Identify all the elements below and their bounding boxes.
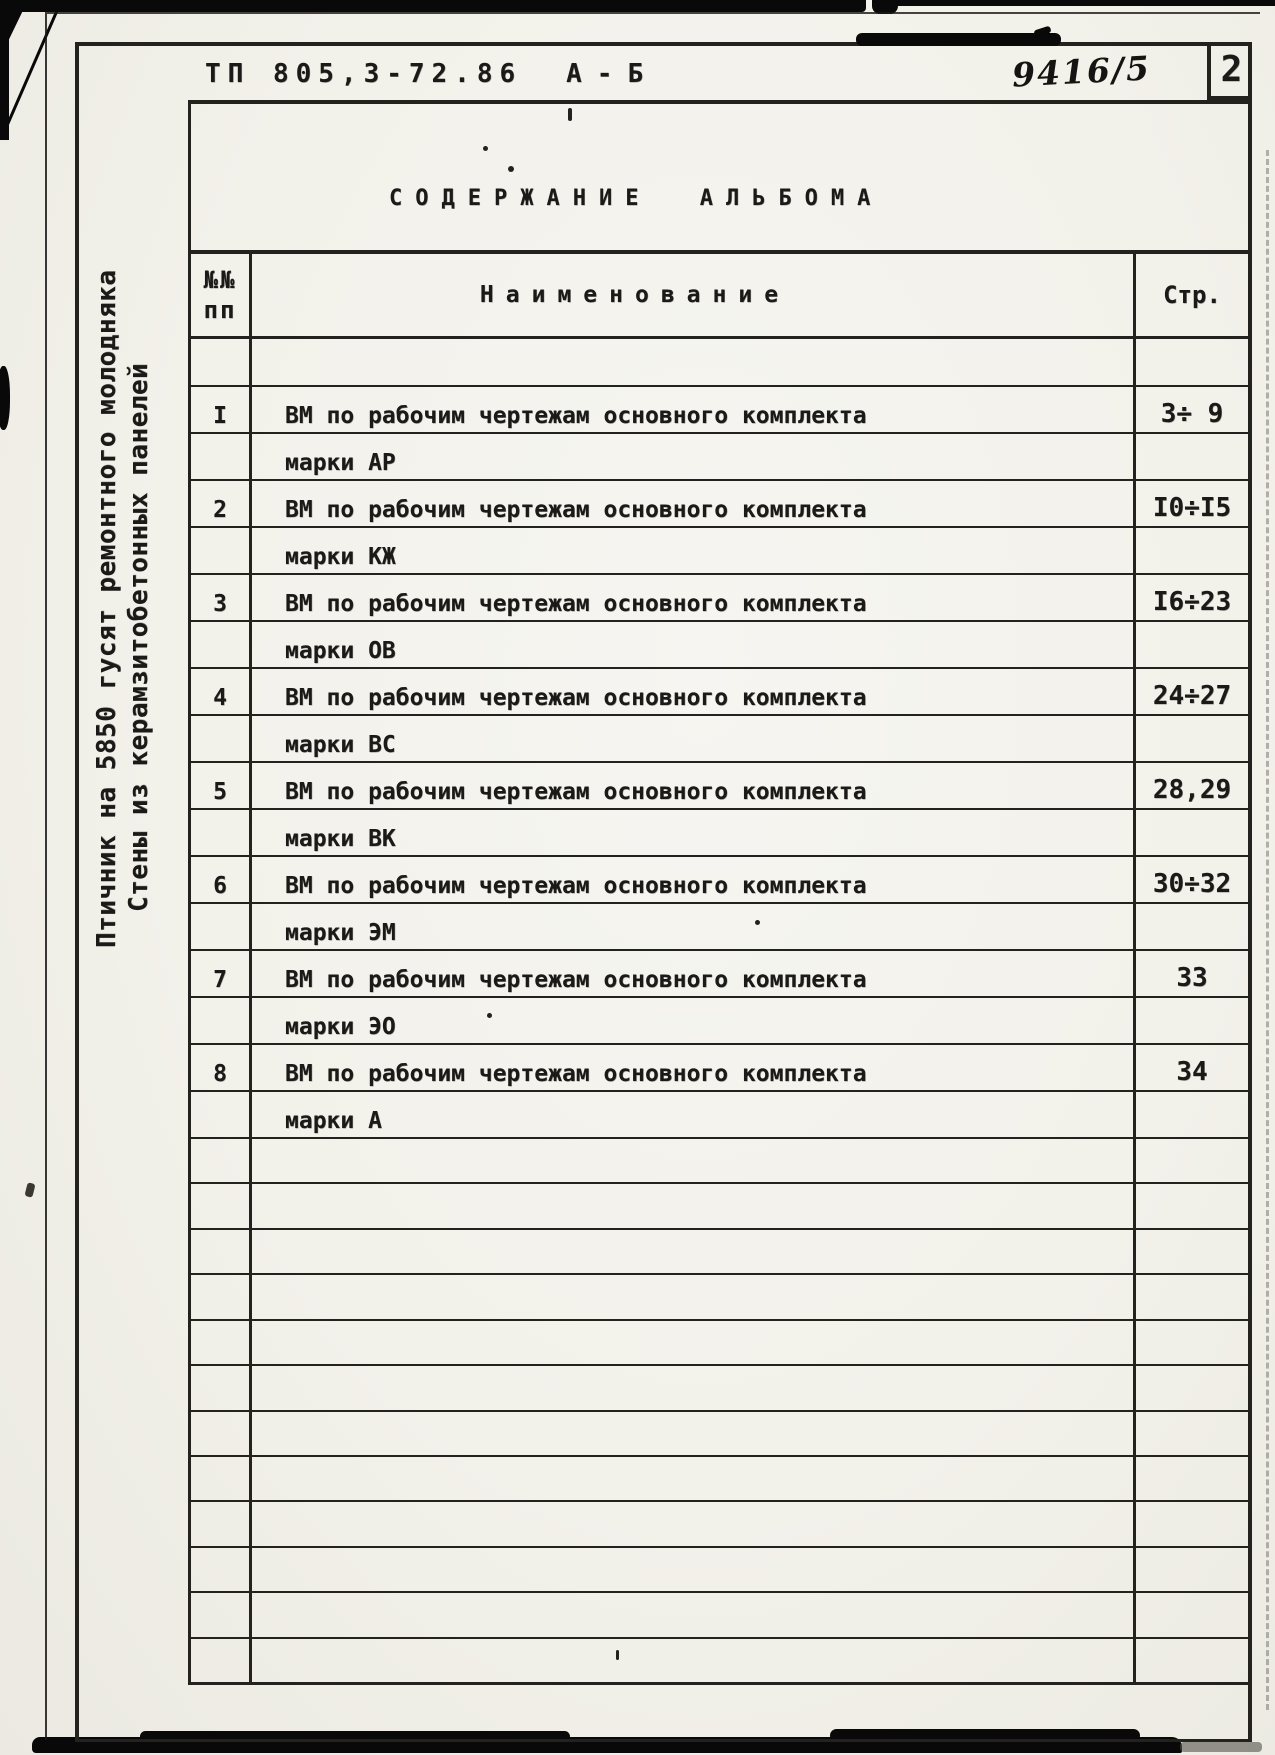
table-row [191, 1092, 1248, 1139]
item-number: 7 [191, 951, 252, 996]
item-number-empty [191, 904, 252, 949]
table-row [191, 1639, 1248, 1682]
col-header-number [191, 254, 252, 336]
col-header-name: Наименование [252, 254, 1136, 336]
side-project-subtitle: Стены из керамзитобетонных панелей [124, 362, 154, 912]
item-mark-line: марки А [252, 1092, 1136, 1137]
item-mark-line: марки КЖ [252, 528, 1136, 573]
item-mark-line: марки ВС [252, 716, 1136, 761]
col-header-number-line2: пп [203, 296, 237, 324]
scan-speck [568, 108, 572, 121]
table-row [191, 763, 1248, 810]
table-row [191, 951, 1248, 998]
item-pages-empty [1136, 1092, 1248, 1137]
item-number-empty [191, 716, 252, 761]
scan-artifact-left-tick [24, 1182, 35, 1198]
table-row [191, 622, 1248, 669]
scan-speck [616, 1650, 619, 1660]
item-mark-line: марки АР [252, 434, 1136, 479]
item-number: I [191, 387, 252, 432]
item-title-line: ВМ по рабочим чертежам основного комплекта [252, 857, 1136, 902]
item-number-empty [191, 998, 252, 1043]
item-pages: 24÷27 [1152, 681, 1232, 711]
item-title-line: ВМ по рабочим чертежам основного комплекта [252, 575, 1136, 620]
item-number-empty [191, 1092, 252, 1137]
table-row [191, 1139, 1248, 1184]
item-number-empty [191, 528, 252, 573]
page-number-box [1207, 42, 1252, 100]
scan-speck [487, 1013, 492, 1018]
table-row [191, 810, 1248, 857]
table-row [191, 528, 1248, 575]
item-title-line: ВМ по рабочим чертежам основного комплекта [252, 481, 1136, 526]
table-row [191, 1366, 1248, 1411]
table-row [191, 1457, 1248, 1502]
table-row [191, 998, 1248, 1045]
table-row [191, 1593, 1248, 1638]
item-pages-empty [1136, 998, 1248, 1043]
table-row [191, 904, 1248, 951]
table-row [191, 857, 1248, 904]
table-row [191, 1502, 1248, 1547]
side-project-title: Птичник на 5850 гусят ремонтного молодняка [92, 269, 122, 948]
item-mark-line: марки ЭО [252, 998, 1136, 1043]
item-mark-line: марки ОВ [252, 622, 1136, 667]
project-code: ТП 805,3-72.86 [205, 59, 523, 89]
item-title-line: ВМ по рабочим чертежам основного комплекта [252, 387, 1136, 432]
scan-speck [483, 146, 488, 151]
scan-artifact-frame-smudge [856, 33, 1061, 46]
scan-artifact-top-strip [0, 0, 866, 12]
table-row [191, 1230, 1248, 1275]
table-row [191, 669, 1248, 716]
scan-artifact-right-edge [1266, 150, 1269, 1710]
table-row [191, 1184, 1248, 1229]
item-mark-line: марки ВК [252, 810, 1136, 855]
inventory-number: 9416/5 [1011, 48, 1152, 95]
table-spacer-row [191, 339, 1248, 387]
item-pages: 30÷32 [1152, 869, 1232, 899]
document-code [205, 58, 658, 90]
scan-artifact-left-blob [0, 366, 10, 430]
table-row [191, 387, 1248, 434]
item-number-empty [191, 622, 252, 667]
scan-artifact-top-line [898, 0, 1275, 6]
item-title-line: ВМ по рабочим чертежам основного комплекта [252, 763, 1136, 808]
table-title-zone [191, 104, 1248, 254]
table-row [191, 1412, 1248, 1457]
item-mark-line: марки ЭМ [252, 904, 1136, 949]
item-pages: 28,29 [1152, 775, 1232, 805]
item-pages: 34 [1176, 1057, 1208, 1087]
item-title-line: ВМ по рабочим чертежам основного комплекта [252, 669, 1136, 714]
item-number-empty [191, 810, 252, 855]
item-pages-empty [1136, 622, 1248, 667]
item-pages-empty [1136, 528, 1248, 573]
contents-title: СОДЕРЖАНИЕ АЛЬБОМА [389, 186, 884, 211]
item-pages: 33 [1176, 963, 1208, 993]
table-row [191, 716, 1248, 763]
item-number: 8 [191, 1045, 252, 1090]
page-number: 2 [1220, 48, 1243, 90]
item-pages-empty [1136, 434, 1248, 479]
item-pages-empty [1136, 904, 1248, 949]
item-pages: 3÷ 9 [1160, 399, 1224, 429]
table-body [191, 387, 1248, 1682]
contents-table [188, 100, 1252, 1685]
scan-speck [508, 166, 514, 172]
album-code: А-Б [566, 59, 659, 89]
item-number: 6 [191, 857, 252, 902]
item-number: 5 [191, 763, 252, 808]
item-pages: I0÷I5 [1152, 493, 1232, 523]
item-number-empty [191, 434, 252, 479]
table-header-row [191, 254, 1248, 339]
item-title-line: ВМ по рабочим чертежам основного комплекта [252, 951, 1136, 996]
item-pages-empty [1136, 810, 1248, 855]
table-row [191, 575, 1248, 622]
item-title-line: ВМ по рабочим чертежам основного комплекта [252, 1045, 1136, 1090]
item-pages: I6÷23 [1152, 587, 1232, 617]
item-number: 2 [191, 481, 252, 526]
item-pages-empty [1136, 716, 1248, 761]
item-number: 3 [191, 575, 252, 620]
col-header-pages: Стр. [1163, 281, 1221, 309]
table-row [191, 481, 1248, 528]
item-number: 4 [191, 669, 252, 714]
table-row [191, 434, 1248, 481]
col-header-number-line1: №№ [203, 266, 237, 294]
table-row [191, 1548, 1248, 1593]
scan-speck [755, 920, 760, 925]
table-row [191, 1321, 1248, 1366]
scan-artifact-bottom-gray [1180, 1742, 1262, 1752]
table-row [191, 1275, 1248, 1320]
table-row [191, 1045, 1248, 1092]
